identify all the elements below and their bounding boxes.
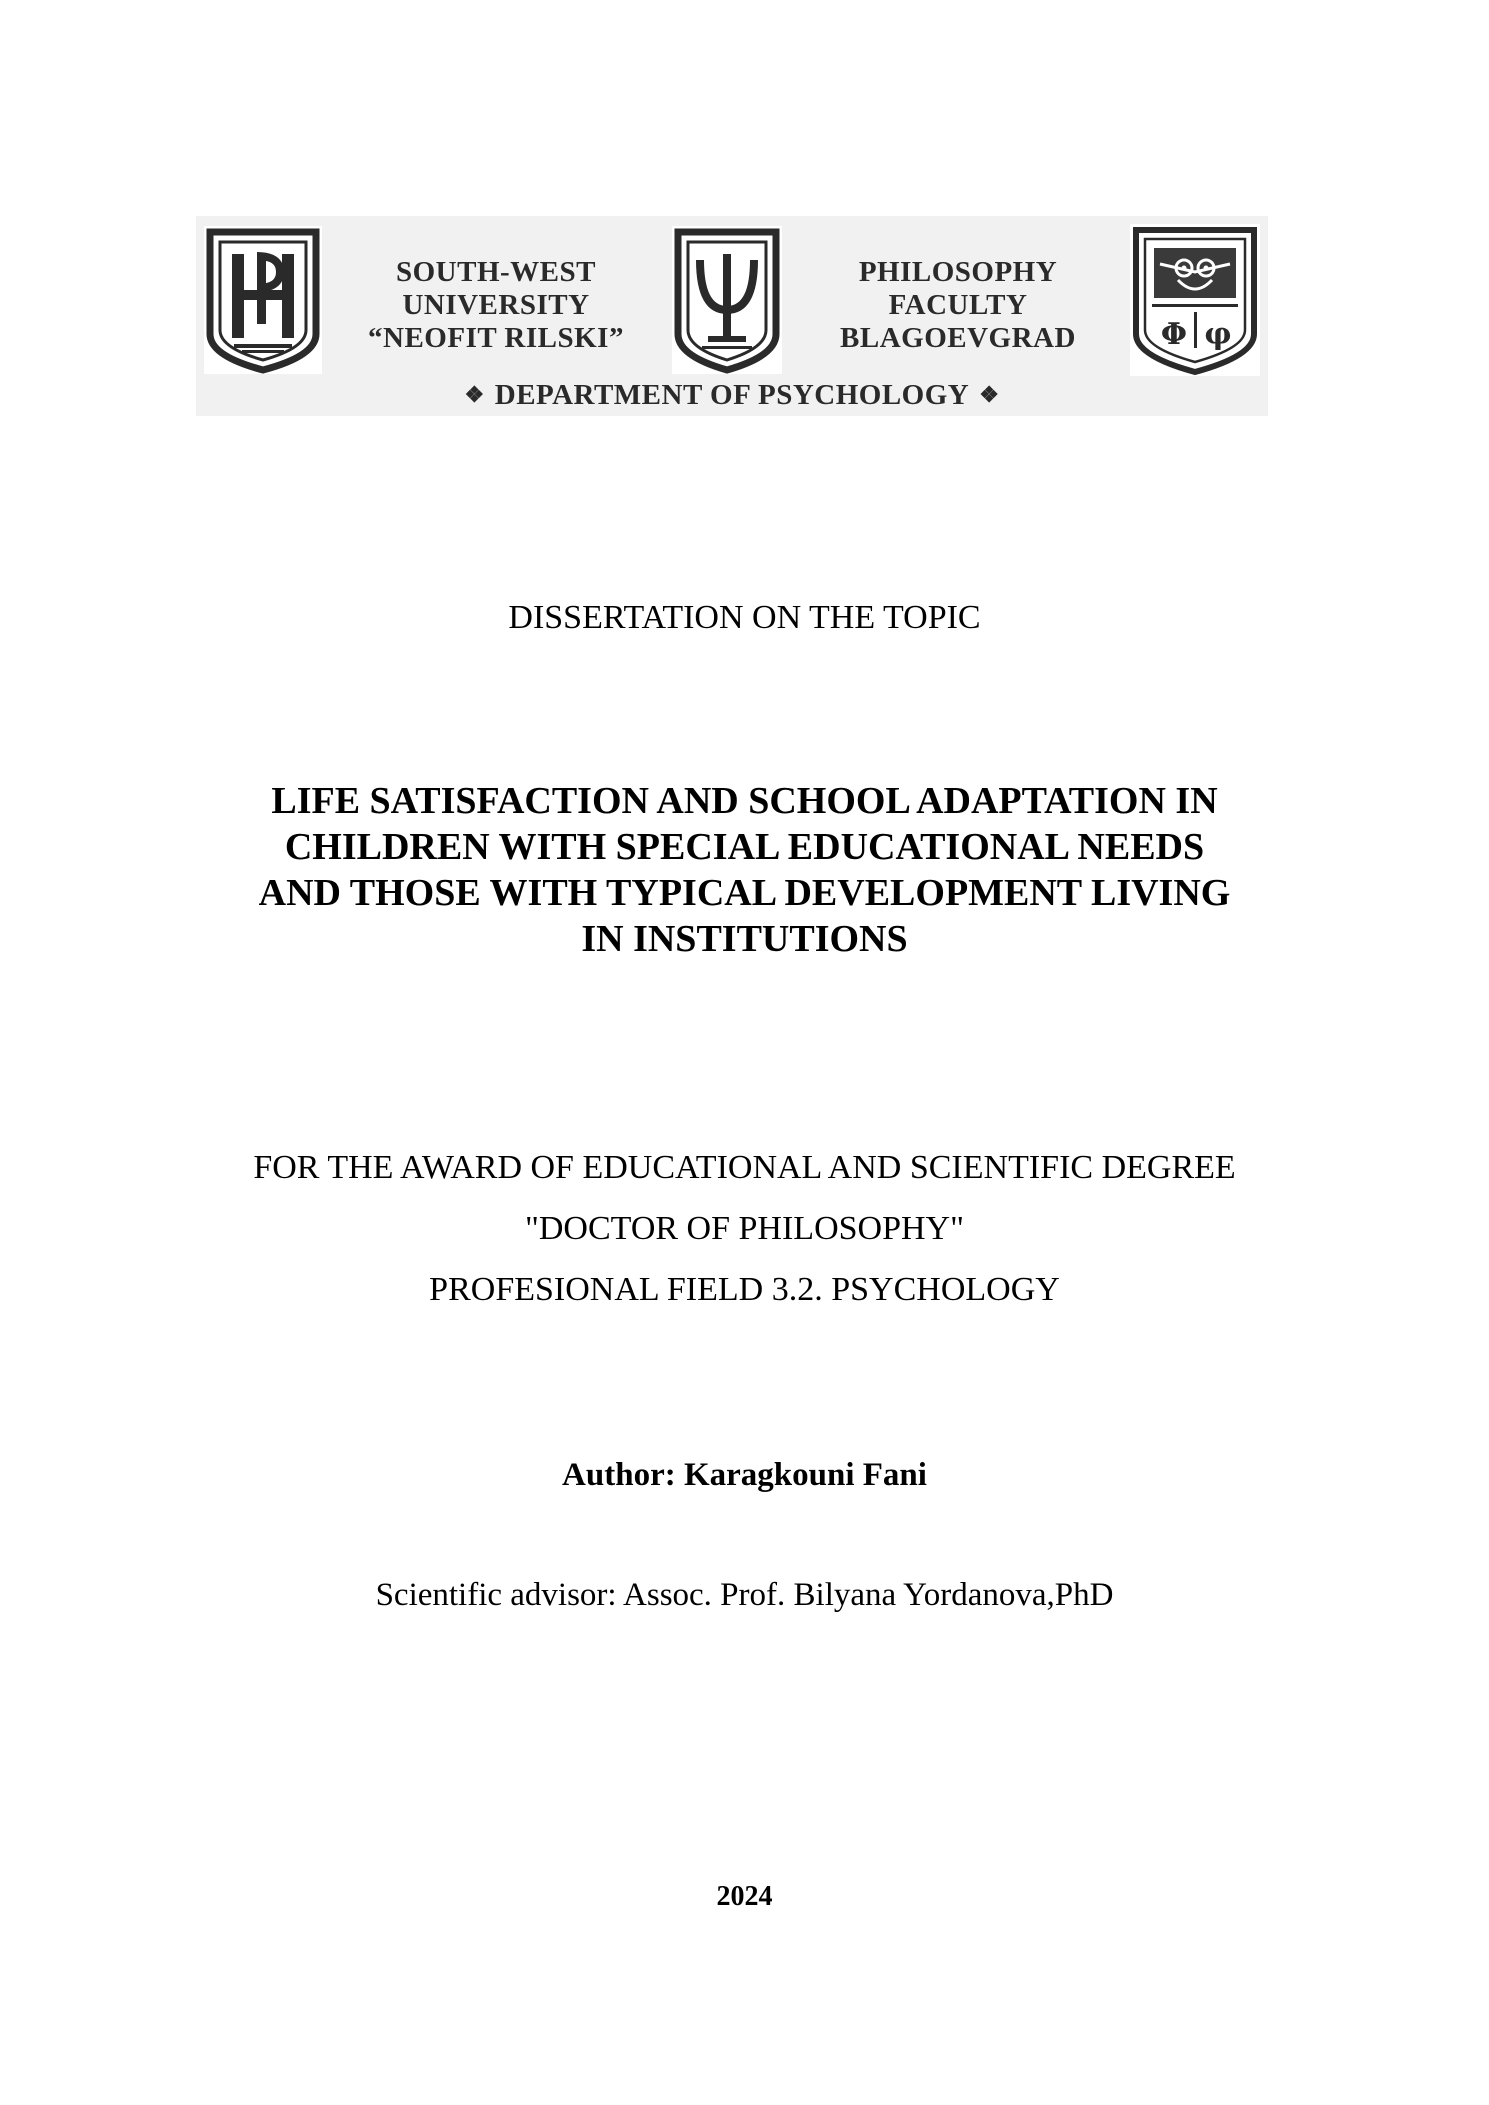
svg-text:φ: φ bbox=[1204, 317, 1232, 352]
department-name: DEPARTMENT OF PSYCHOLOGY bbox=[494, 379, 970, 411]
award-line: "DOCTOR OF PHILOSOPHY" bbox=[525, 1210, 964, 1247]
year: 2024 bbox=[716, 1881, 773, 1912]
svg-text:Φ: Φ bbox=[1160, 317, 1188, 352]
faculty-owl-crest-icon bbox=[1130, 224, 1260, 376]
department-line bbox=[196, 378, 1268, 412]
faculty-line: FACULTY bbox=[888, 289, 1028, 321]
ornament-icon: ❖ bbox=[979, 382, 1000, 407]
university-name bbox=[336, 256, 656, 355]
faculty-line: PHILOSOPHY bbox=[858, 256, 1058, 288]
university-line: SOUTH-WEST bbox=[396, 256, 596, 288]
title-line: IN INSTITUTIONS bbox=[581, 918, 908, 960]
degree-award bbox=[0, 1137, 1489, 1320]
psi-crest-icon bbox=[672, 226, 782, 374]
title-line: LIFE SATISFACTION AND SCHOOL ADAPTATION IN bbox=[271, 780, 1218, 822]
faculty-name bbox=[800, 256, 1116, 355]
faculty-line: BLAGOEVGRAD bbox=[840, 322, 1076, 354]
university-line: UNIVERSITY bbox=[402, 289, 590, 321]
university-crest-icon bbox=[204, 226, 322, 374]
award-line: FOR THE AWARD OF EDUCATIONAL AND SCIENTIFIC DEGREE bbox=[253, 1149, 1236, 1186]
ornament-icon: ❖ bbox=[464, 382, 485, 407]
scientific-advisor: Scientific advisor: Assoc. Prof. Bilyana Yordanova,PhD bbox=[375, 1577, 1114, 1613]
dissertation-title bbox=[0, 778, 1489, 962]
author: Author: Karagkouni Fani bbox=[562, 1457, 927, 1493]
award-line: PROFESIONAL FIELD 3.2. PSYCHOLOGY bbox=[429, 1271, 1060, 1308]
title-line: AND THOSE WITH TYPICAL DEVELOPMENT LIVING bbox=[258, 872, 1231, 914]
university-line: “NEOFIT RILSKI” bbox=[368, 322, 624, 354]
topic-intro: DISSERTATION ON THE TOPIC bbox=[508, 599, 981, 636]
header-banner bbox=[196, 216, 1268, 416]
title-line: CHILDREN WITH SPECIAL EDUCATIONAL NEEDS bbox=[284, 826, 1205, 868]
